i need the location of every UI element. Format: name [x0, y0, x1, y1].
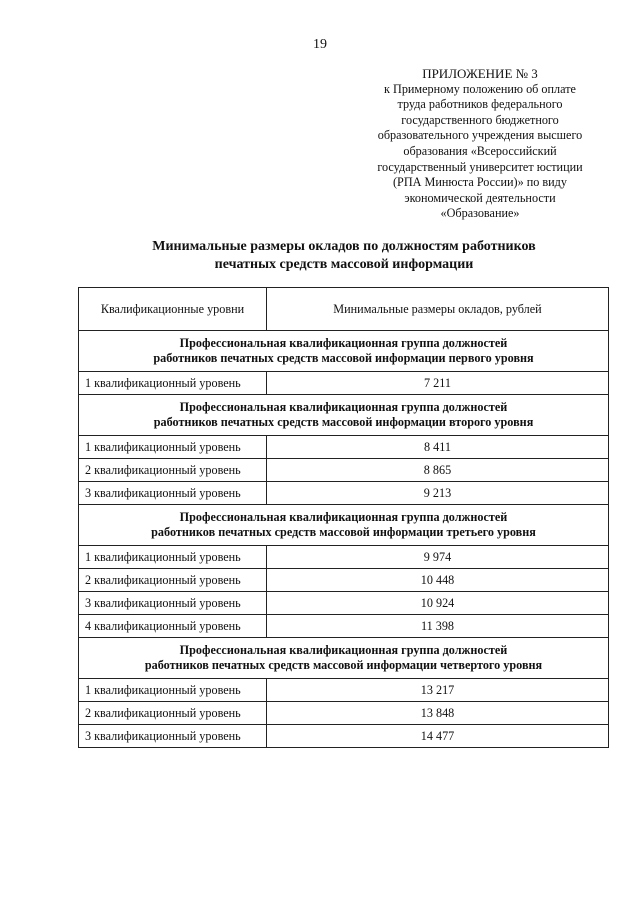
level-cell: 1 квалификационный уровень — [79, 436, 267, 459]
group-title — [79, 638, 609, 679]
appendix-line: государственного бюджетного — [401, 112, 559, 127]
level-cell: 2 квалификационный уровень — [79, 702, 267, 725]
table-row — [79, 459, 609, 482]
group-title-line: работников печатных средств массовой информации третьего уровня — [151, 525, 536, 539]
appendix-line: к Примерному положению об оплате — [384, 81, 576, 96]
group-row — [79, 395, 609, 436]
salary-table — [78, 287, 609, 748]
appendix-line: экономической деятельности — [404, 190, 556, 205]
salary-cell: 13 848 — [267, 702, 609, 725]
salary-cell: 9 974 — [267, 546, 609, 569]
title-line: Минимальные размеры окладов по должностям работников — [152, 239, 536, 254]
salary-cell: 9 213 — [267, 482, 609, 505]
group-title-line: работников печатных средств массовой информации первого уровня — [153, 351, 534, 365]
table-row — [79, 482, 609, 505]
group-title-line: Профессиональная квалификационная группа должностей — [179, 400, 508, 414]
level-cell: 1 квалификационный уровень — [79, 546, 267, 569]
group-title-line: Профессиональная квалификационная группа должностей — [179, 643, 508, 657]
salary-cell: 10 924 — [267, 592, 609, 615]
table-row — [79, 436, 609, 459]
table-row — [79, 679, 609, 702]
level-cell: 1 квалификационный уровень — [79, 372, 267, 395]
level-cell: 3 квалификационный уровень — [79, 482, 267, 505]
table-row — [79, 592, 609, 615]
group-row — [79, 331, 609, 372]
level-cell: 4 квалификационный уровень — [79, 615, 267, 638]
table-row — [79, 702, 609, 725]
group-title-line: работников печатных средств массовой информации четвертого уровня — [144, 658, 543, 672]
table-header-row — [79, 288, 609, 331]
appendix-line: труда работников федерального — [397, 97, 563, 112]
salary-cell: 13 217 — [267, 679, 609, 702]
level-cell: 3 квалификационный уровень — [79, 725, 267, 748]
table-row — [79, 546, 609, 569]
salary-cell: 11 398 — [267, 615, 609, 638]
salary-cell: 7 211 — [267, 372, 609, 395]
appendix-line: образования «Всероссийский — [403, 143, 557, 158]
appendix-line: государственный университет юстиции — [377, 159, 583, 174]
page-number: 19 — [313, 37, 327, 52]
group-row — [79, 505, 609, 546]
level-cell: 3 квалификационный уровень — [79, 592, 267, 615]
group-title-line: Профессиональная квалификационная группа должностей — [179, 336, 508, 350]
group-title — [79, 395, 609, 436]
group-title — [79, 331, 609, 372]
group-row — [79, 638, 609, 679]
appendix-block — [345, 66, 615, 222]
title-line: печатных средств массовой информации — [214, 257, 474, 272]
level-cell: 2 квалификационный уровень — [79, 569, 267, 592]
group-title-line: работников печатных средств массовой информации второго уровня — [153, 415, 534, 429]
salary-cell: 10 448 — [267, 569, 609, 592]
group-title — [79, 505, 609, 546]
group-title-line: Профессиональная квалификационная группа должностей — [179, 510, 508, 524]
appendix-heading: ПРИЛОЖЕНИЕ № 3 — [422, 66, 538, 81]
document-title — [78, 238, 610, 274]
table-row — [79, 725, 609, 748]
appendix-line: «Образование» — [440, 206, 520, 221]
appendix-line: (РПА Минюста России)» по виду — [393, 175, 567, 190]
table-row — [79, 615, 609, 638]
header-salary: Минимальные размеры окладов, рублей — [267, 288, 609, 331]
salary-cell: 8 865 — [267, 459, 609, 482]
salary-cell: 14 477 — [267, 725, 609, 748]
level-cell: 2 квалификационный уровень — [79, 459, 267, 482]
header-levels: Квалификационные уровни — [79, 288, 267, 331]
salary-cell: 8 411 — [267, 436, 609, 459]
appendix-line: образовательного учреждения высшего — [377, 128, 583, 143]
level-cell: 1 квалификационный уровень — [79, 679, 267, 702]
table-row — [79, 569, 609, 592]
table-row — [79, 372, 609, 395]
